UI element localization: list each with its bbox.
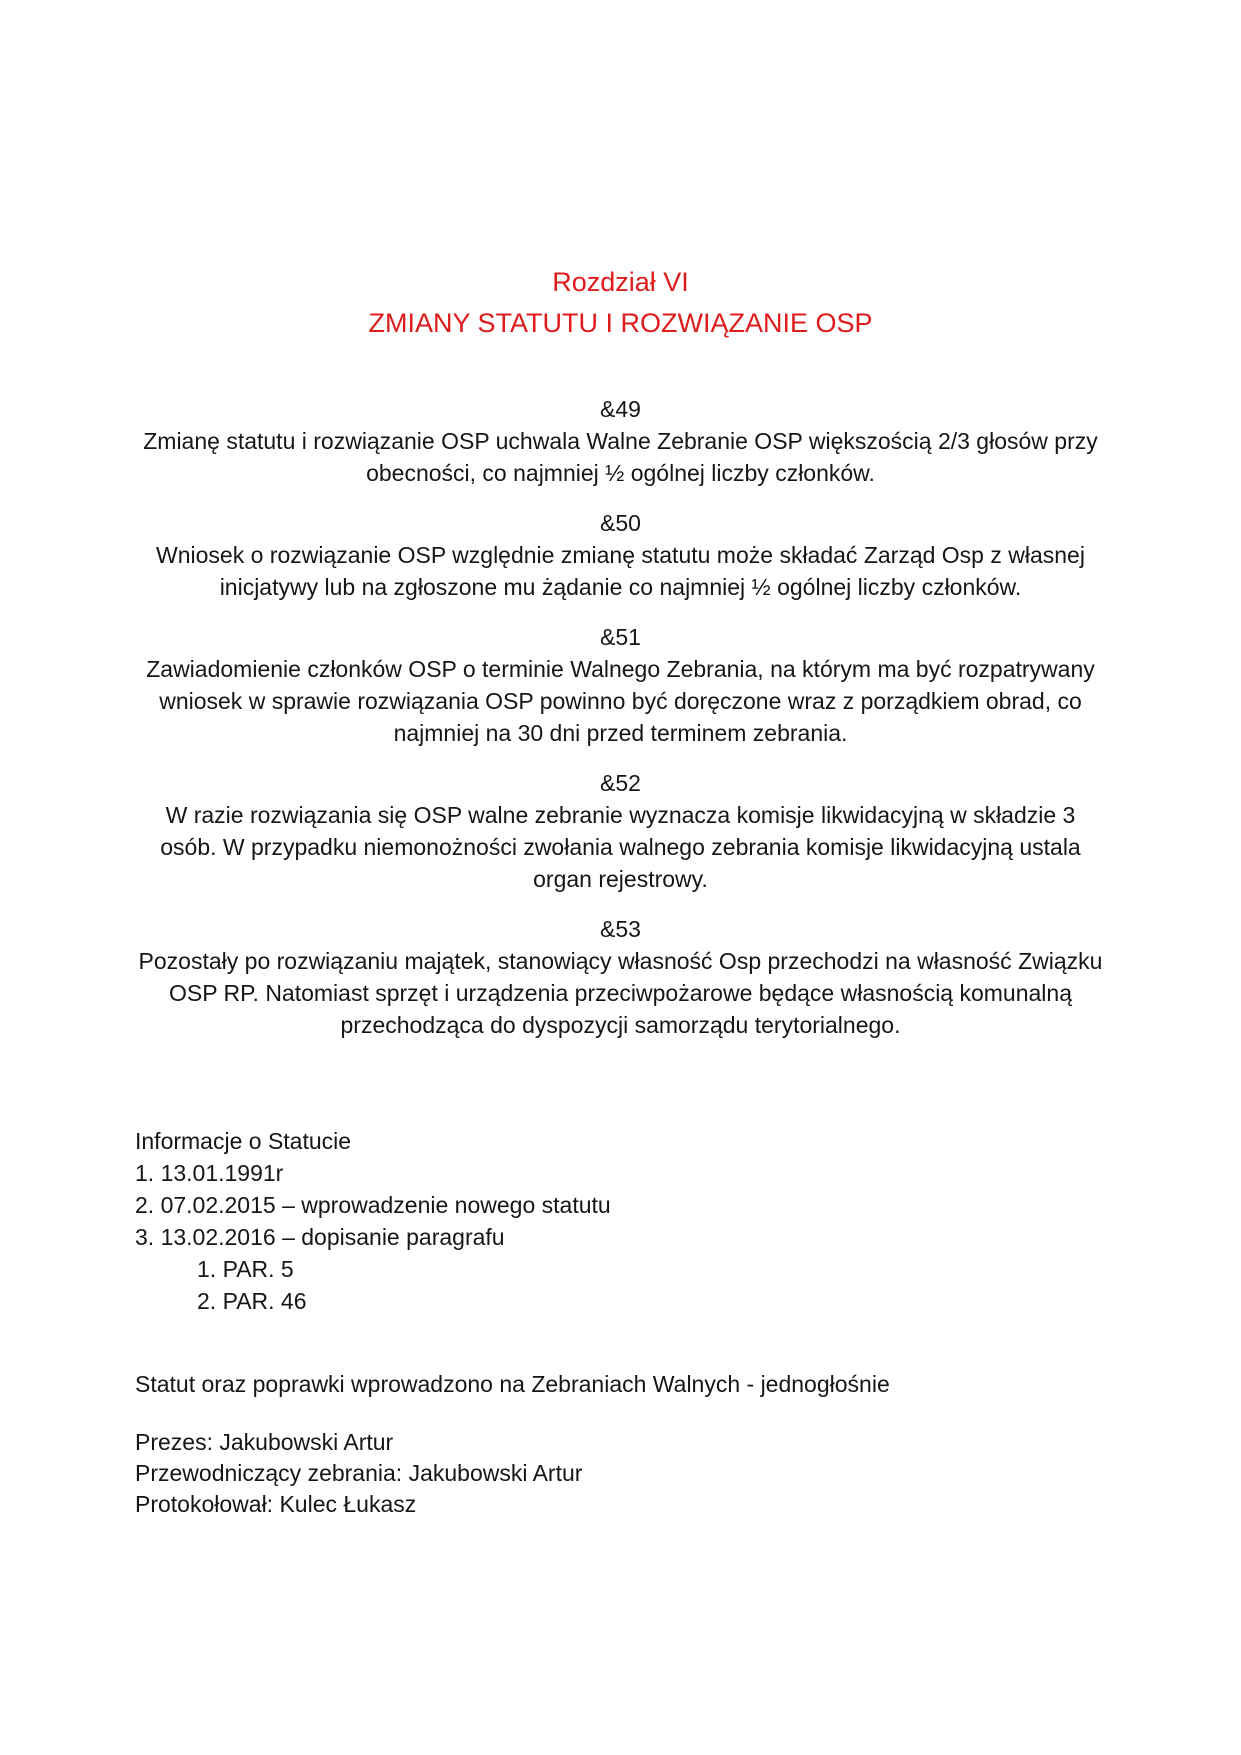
section-52: [135, 767, 1106, 895]
info-item: 1. 13.01.1991r: [135, 1160, 284, 1186]
section-50: [135, 507, 1106, 603]
info-item: 3. 13.02.2016 – dopisanie paragrafu: [135, 1224, 505, 1250]
section-text: Pozostały po rozwiązaniu majątek, stanowiący własność Osp przechodzi na własność Związku OSP RP. Natomiast sprzęt i urządzenia przeciwpożarowe będące własnością komunalną przechodząca do dyspozycji samorządu terytorialnego.: [138, 948, 1103, 1038]
section-53: [135, 913, 1106, 1041]
section-number: &52: [600, 770, 641, 796]
section-number: &53: [600, 916, 641, 942]
signature-przewodniczacy: Przewodniczący zebrania: Jakubowski Artur: [135, 1460, 583, 1486]
section-text: Zawiadomienie członków OSP o terminie Walnego Zebrania, na którym ma być rozpatrywany wniosek w sprawie rozwiązania OSP powinno być doręczone wraz z porządkiem obrad, co najmniej na 30 dni przed terminem zebrania.: [146, 656, 1095, 746]
signature-prezes: Prezes: Jakubowski Artur: [135, 1429, 394, 1455]
info-subitem: 1. PAR. 5: [197, 1256, 294, 1282]
chapter-title-line1: Rozdział VI: [552, 267, 689, 297]
chapter-title-line2: ZMIANY STATUTU I ROZWIĄZANIE OSP: [368, 308, 873, 338]
signature-protokolowal: Protokołował: Kulec Łukasz: [135, 1491, 417, 1517]
section-number: &49: [600, 396, 641, 422]
chapter-heading: [135, 262, 1106, 344]
section-number: &50: [600, 510, 641, 536]
signatures-block: [135, 1427, 1106, 1520]
section-text: W razie rozwiązania się OSP walne zebranie wyznacza komisje likwidacyjną w składzie 3 osób. W przypadku niemonożności zwołania walnego zebrania komisje likwidacyjną ustala organ rejestrowy.: [160, 802, 1081, 892]
section-49: [135, 393, 1106, 489]
section-text: Zmianę statutu i rozwiązanie OSP uchwala Walne Zebranie OSP większością 2/3 głosów przy obecności, co najmniej ½ ogólnej liczby członków.: [143, 428, 1098, 486]
statute-info-block: [135, 1125, 1106, 1317]
statute-sections: [135, 393, 1106, 1041]
info-heading: Informacje o Statucie: [135, 1128, 352, 1154]
section-text: Wniosek o rozwiązanie OSP względnie zmianę statutu może składać Zarząd Osp z własnej inicjatywy lub na zgłoszone mu żądanie co najmniej ½ ogólnej liczby członków.: [156, 542, 1085, 600]
info-item: 2. 07.02.2015 – wprowadzenie nowego statutu: [135, 1192, 611, 1218]
section-number: &51: [600, 624, 641, 650]
info-subitem: 2. PAR. 46: [197, 1288, 307, 1314]
closing-statement: Statut oraz poprawki wprowadzono na Zebraniach Walnych - jednogłośnie: [135, 1371, 890, 1397]
section-51: [135, 621, 1106, 749]
